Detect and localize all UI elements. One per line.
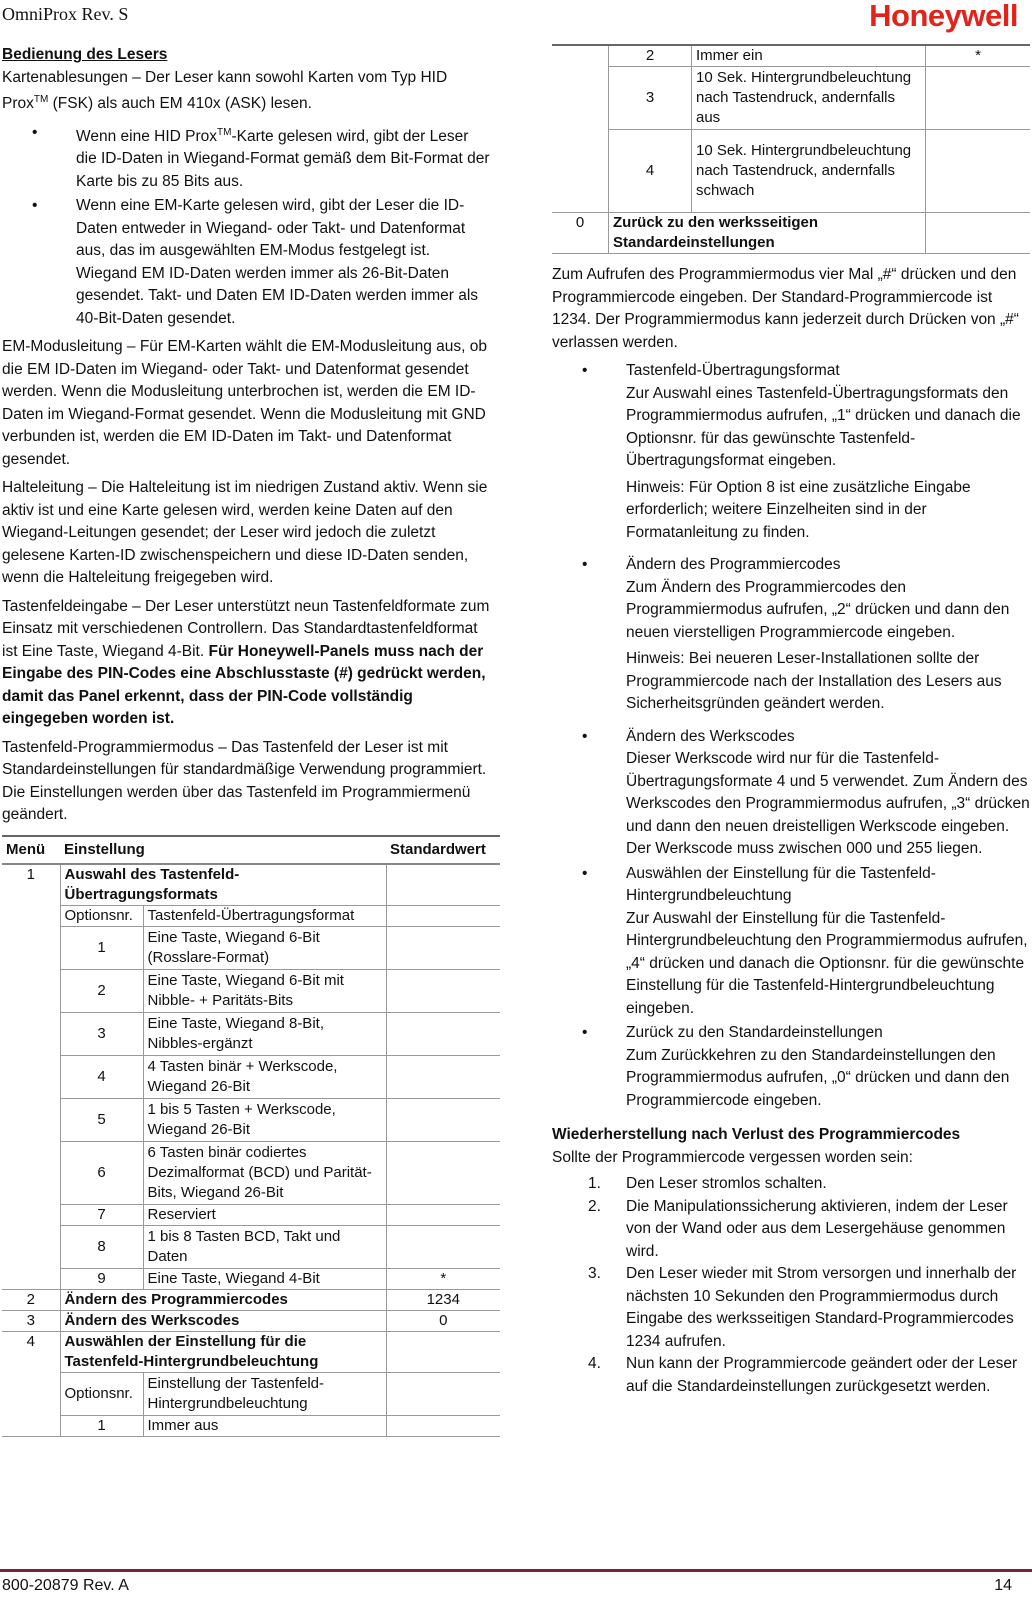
table-row: 2 Eine Taste, Wiegand 6-Bit mit Nibble- + Paritäts-Bits [2,969,500,1012]
list-item: 4. Nun kann der Programmiercode geändert oder der Leser auf die Standardeinstellungen zurückgesetzt werden. [588,1355,1018,1395]
list-item: 2. Die Manipulationssicherung aktivieren, indem der Leser von der Wand oder aus dem Lesergehäuse genommen wird. [588,1197,1008,1260]
table-row: 0 Zurück zu den werksseitigen Standardeinstellungen [552,213,1030,254]
section-heading: Wiederherstellung nach Verlust des Programmiercodes [552,1126,961,1143]
table-header-row [2,836,500,864]
table-row: 2 Immer ein * [552,45,1030,67]
left-column [2,44,492,1437]
table-row: 1 Immer aus [2,1415,500,1436]
list-item: • Ändern des Werkscodes Dieser Werkscode wird nur für die Tastenfeld-Übertragungsformate 4 und 5 verwendet. Zum Ändern des Werkscodes den Programmiermodus aufrufen, „3“ drücken und dann den neuen dreistelligen Werkscode eingeben. Der Werkscode muss zwischen 000 und 255 liegen. [552,726,1030,861]
table-row: 3 10 Sek. Hintergrundbeleuchtung nach Tastendruck, andernfalls aus [552,67,1030,130]
header-default: Standardwert [386,836,500,864]
table-row: Optionsnr. Tastenfeld-Übertragungsformat [2,905,500,926]
recovery-intro: Sollte der Programmiercode vergessen worden sein: [552,1148,913,1166]
paragraph-keypad-input: Tastenfeldeingabe – Der Leser unterstützt neun Tastenfeldformate zum Einsatz mit verschiedenen Controllern. Das Standardtastenfeldformat ist Eine Taste, Wiegand 4-Bit. Für Honeywell-Panels muss nach der Eingabe des PIN-Codes eine Abschlusstaste (#) gedrückt werden, damit das Panel erkennt, dass der PIN-Code vollständig eingegeben worden ist. [2,597,490,728]
list-item: • Ändern des Programmiercodes Zum Ändern des Programmiercodes den Programmiermodus aufrufen, „2“ drücken und dann den neuen vierstelligen Programmiercode eingeben. Hinweis: Bei neueren Leser-Installationen sollte der Programmiercode nach der Installation des Lesers aus Sicherheitsgründen geändert werden. [552,554,1030,724]
programming-options-list [552,360,1030,1112]
header-setting: Einstellung [60,836,386,864]
list-item: • Auswählen der Einstellung für die Tastenfeld-Hintergrundbeleuchtung Zur Auswahl der Einstellung für die Tastenfeld-Hintergrundbeleuchtung den Programmiermodus aufrufen, „4“ drücken und danach die Optionsnr. für die gewünschte Einstellung für die Tastenfeld-Hintergrundbeleuchtung eingeben. [552,863,1030,1021]
paragraph-programming-mode: Tastenfeld-Programmiermodus – Das Tastenfeld der Leser ist mit Standardeinstellungen für standardmäßige Verwendung programmiert. Die Einstellungen werden über das Tastenfeld im Programmiermenü geändert. [2,738,487,824]
recovery-steps [552,1173,1030,1398]
page-number: 14 [994,1577,1012,1594]
header-menu: Menü [2,836,60,864]
table-row: 4 4 Tasten binär + Werkscode, Wiegand 26-Bit [2,1055,500,1098]
footer-rule [0,1569,1032,1572]
document-number: 800-20879 Rev. A [2,1577,129,1594]
table-row: 2 Ändern des Programmiercodes 1234 [2,1289,500,1310]
table-row: 3 Eine Taste, Wiegand 8-Bit, Nibbles-ergänzt [2,1012,500,1055]
document-title: OmniProx Rev. S [2,4,129,24]
table-row: 1 Eine Taste, Wiegand 6-Bit (Rosslare-Format) [2,926,500,969]
table-row: 4 Auswählen der Einstellung für die Tastenfeld-Hintergrundbeleuchtung [2,1331,500,1372]
paragraph-card-reading: Kartenablesungen – Der Leser kann sowohl Karten vom Typ HID Prox™ (FSK) als auch EM 410x (ASK) lesen. [2,68,448,113]
list-item: • Wenn eine EM-Karte gelesen wird, gibt der Leser die ID-Daten entweder in Wiegand- oder Takt- und Datenformat aus, das im ausgewählten EM-Modus festgelegt ist. Wiegand EM ID-Daten werden immer als 26-Bit-Daten gesendet. Takt- und Daten EM ID-Daten werden immer als 40-Bit-Daten gesendet. [2,195,492,330]
list-item: 1. Den Leser stromlos schalten. [588,1175,827,1192]
right-column [552,44,1030,1398]
table-row: Optionsnr. Einstellung der Tastenfeld-Hintergrundbeleuchtung [2,1372,500,1415]
table-row: 8 1 bis 8 Tasten BCD, Takt und Daten [2,1225,500,1268]
list-item: 3. Den Leser wieder mit Strom versorgen und innerhalb der nächsten 10 Sekunden den Programmiermodus durch Eingabe des werksseitigen Standard-Programmiercodes 1234 aufrufen. [588,1265,1017,1350]
bullet-list [2,122,492,331]
table-row: 6 6 Tasten binär codiertes Dezimalformat (BCD) und Parität-Bits, Wiegand 26-Bit [2,1141,500,1204]
table-row: 1 Auswahl des Tastenfeld-Übertragungsformats [2,864,500,906]
table-row: 5 1 bis 5 Tasten + Werkscode, Wiegand 26-Bit [2,1098,500,1141]
list-item: • Tastenfeld-Übertragungsformat Zur Auswahl eines Tastenfeld-Übertragungsformats den Programmiermodus aufrufen, „1“ drücken und danach die Optionsnr. für das gewünschte Tastenfeld-Übertragungsformat eingeben. Hinweis: Für Option 8 ist eine zusätzliche Eingabe erforderlich; weitere Einzelheiten sind in der Formatanleitung zu finden. [552,360,1030,552]
table-row: 7 Reserviert [2,1204,500,1225]
table-row: 4 10 Sek. Hintergrundbeleuchtung nach Tastendruck, andernfalls schwach [552,130,1030,213]
list-item: • Wenn eine HID Prox™-Karte gelesen wird, gibt der Leser die ID-Daten in Wiegand-Format gemäß dem Bit-Format der Karte bis zu 85 Bits aus. [2,122,492,194]
list-item: • Zurück zu den Standardeinstellungen Zum Zurückkehren zu den Standardeinstellungen den Programmiermodus aufrufen, „0“ drücken und dann den Programmiercode eingeben. [552,1022,1030,1112]
table-row: 3 Ändern des Werkscodes 0 [2,1310,500,1331]
section-heading: Bedienung des Lesers [2,46,168,63]
paragraph-hold-line: Halteleitung – Die Halteleitung ist im niedrigen Zustand aktiv. Wenn sie aktiv ist und eine Karte gelesen wird, werden keine Daten auf den Wiegand-Leitungen gesendet; der Leser wird jedoch die zuletzt gelesene Karten-ID zwischenspeichern und diese ID-Daten senden, wenn die Halteleitung freigegeben wird. [2,479,488,587]
paragraph-enter-programming: Zum Aufrufen des Programmiermodus vier Mal „#“ drücken und den Programmiercode eingeben. Der Standard-Programmiercode ist 1234. Der Programmiermodus kann jederzeit durch Drücken von „#“ verlassen werden. [552,266,1019,351]
settings-table [2,835,500,1437]
honeywell-logo: Honeywell [869,0,1018,33]
table-row: 9 Eine Taste, Wiegand 4-Bit * [2,1268,500,1289]
settings-table-continued [552,44,1030,254]
paragraph-em-mode: EM-Modusleitung – Für EM-Karten wählt die EM-Modusleitung aus, ob die EM ID-Daten im Wiegand- oder Takt- und Datenformat gesendet werden. Wenn die Modusleitung unterbrochen ist, werden die EM ID-Daten im Wiegand-Format gesendet. Wenn die Modusleitung mit GND verbunden ist, werden die EM ID-Daten im Takt- und Datenformat gesendet. [2,338,488,468]
